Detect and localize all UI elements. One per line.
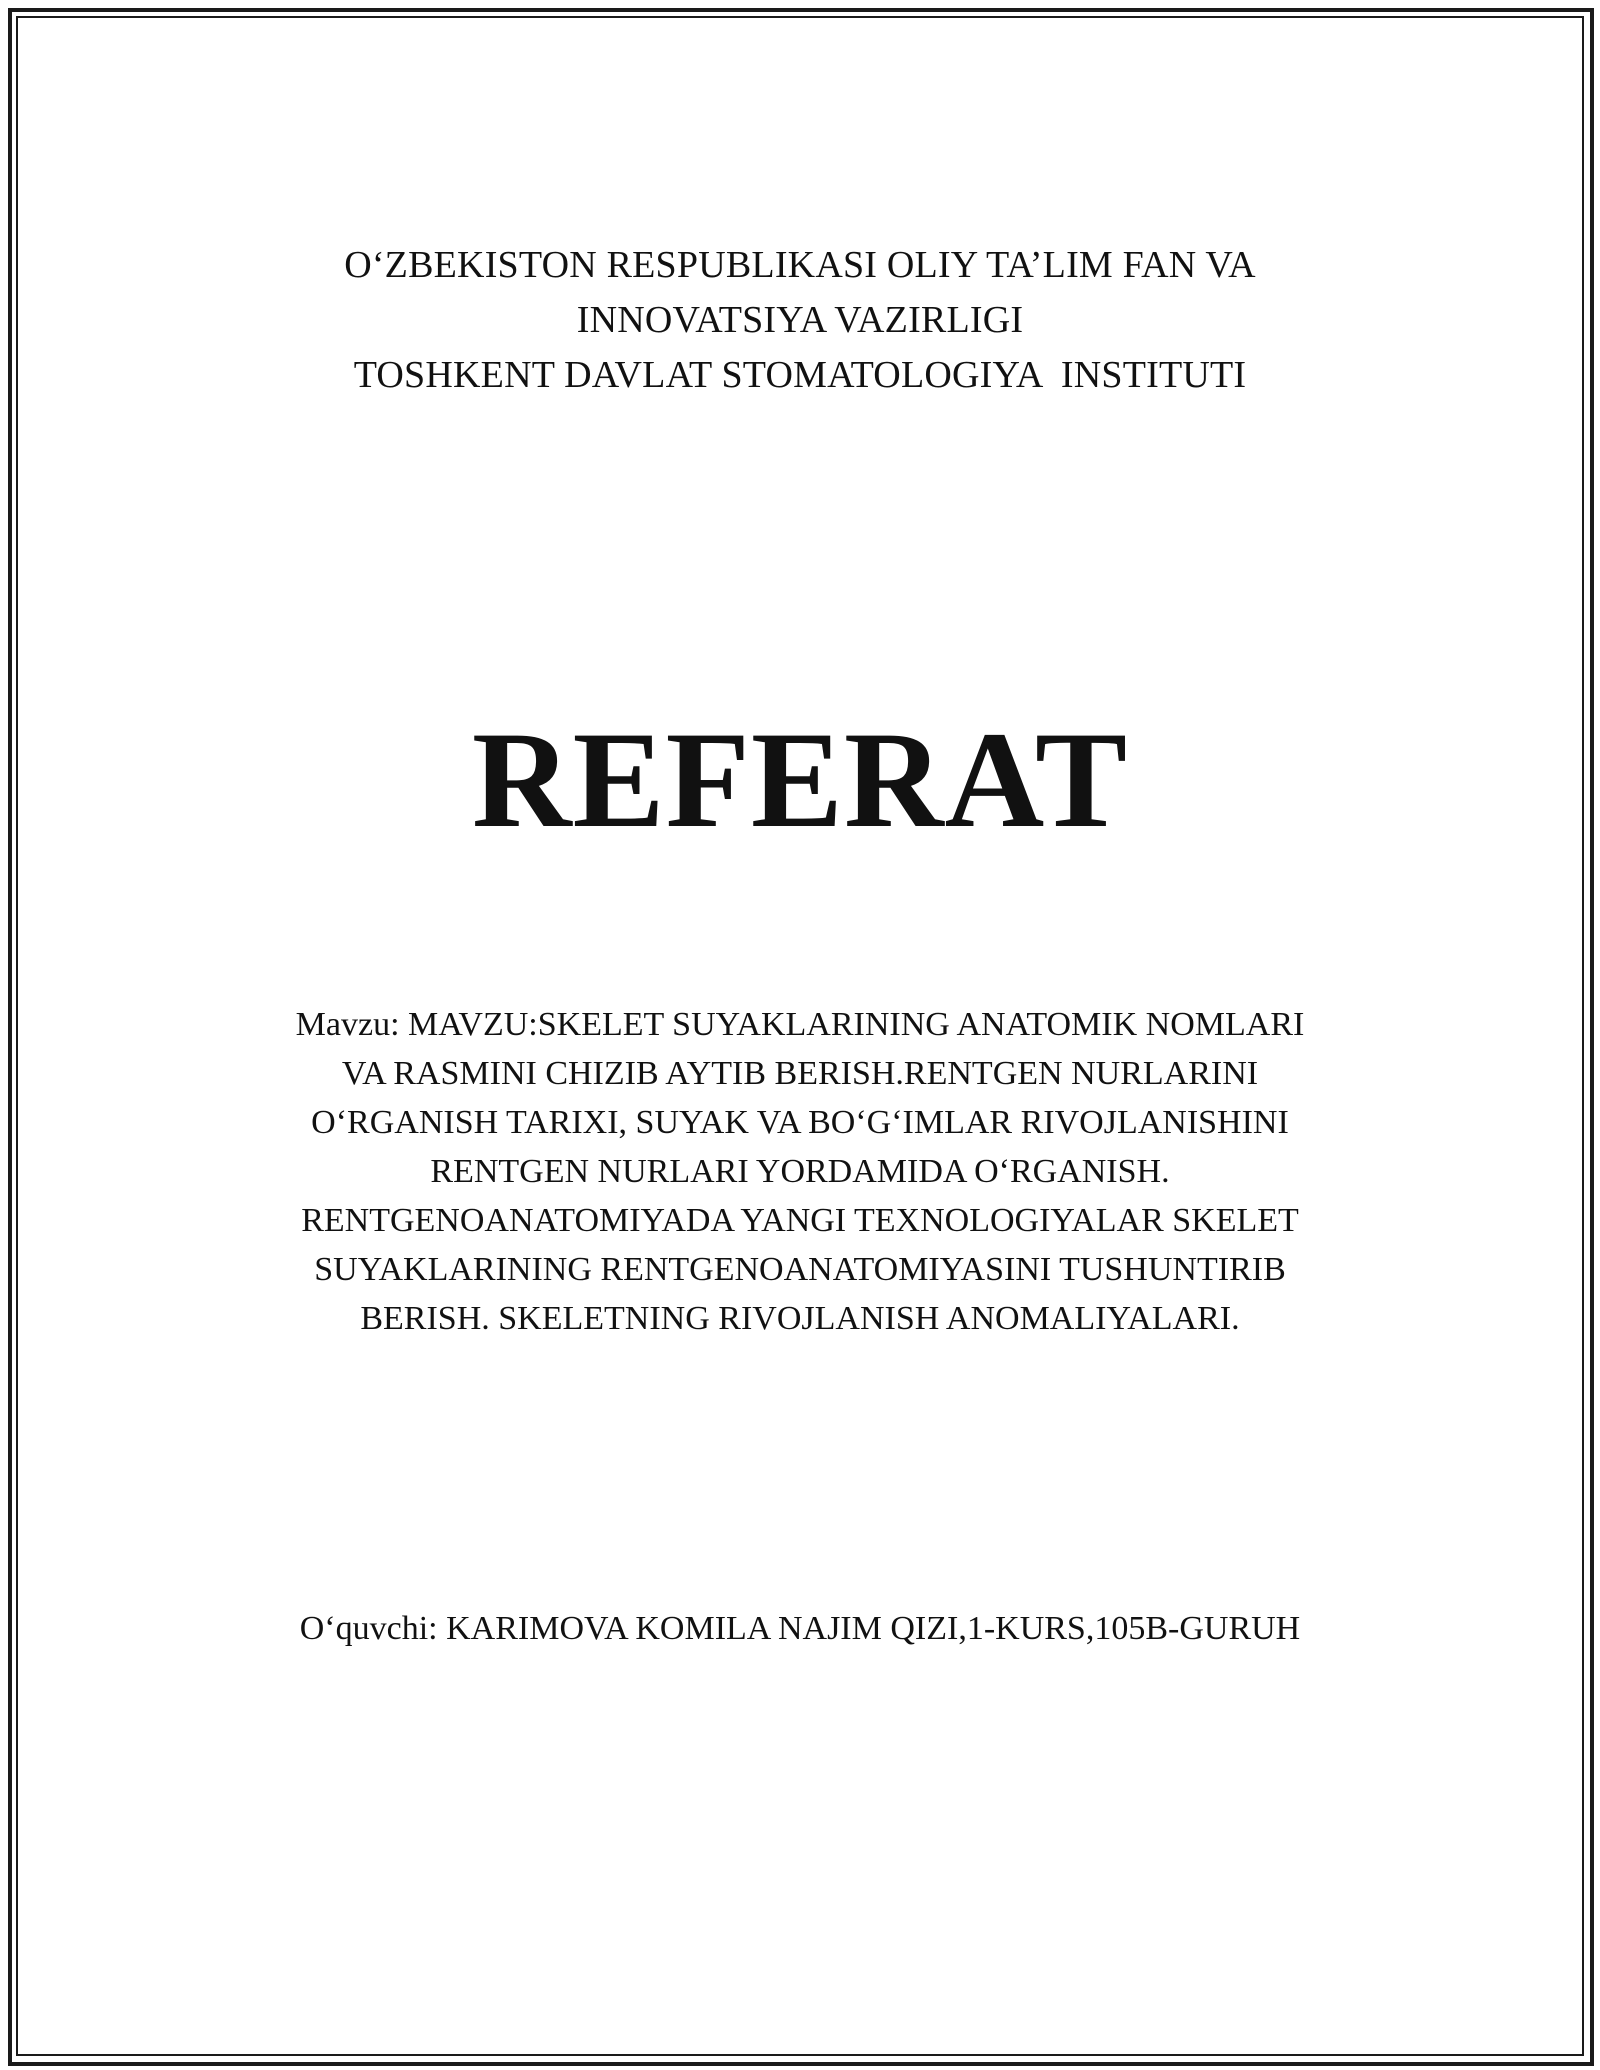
header-line-ministry: O‘ZBEKISTON RESPUBLIKASI OLIY TA’LIM FAN VA	[344, 244, 1256, 286]
topic-line: RENTGENOANATOMIYADA YANGI TEXNOLOGIYALAR SKELET	[301, 1202, 1299, 1239]
topic-line: SUYAKLARINING RENTGENOANATOMIYASINI TUSHUNTIRIB	[314, 1251, 1286, 1288]
institution-header	[0, 238, 1600, 403]
topic-line: Mavzu: MAVZU:SKELET SUYAKLARINING ANATOMIK NOMLARI	[295, 1006, 1305, 1043]
student-info: O‘quvchi: KARIMOVA KOMILA NAJIM QIZI,1-KURS,105B-GURUH	[299, 1610, 1301, 1647]
topic-line: VA RASMINI CHIZIB AYTIB BERISH.RENTGEN NURLARINI	[341, 1055, 1259, 1092]
topic-line: RENTGEN NURLARI YORDAMIDA O‘RGANISH.	[430, 1153, 1170, 1190]
topic-block	[0, 1000, 1600, 1343]
header-line-ministry-cont: INNOVATSIYA VAZIRLIGI	[576, 299, 1024, 341]
topic-line: BERISH. SKELETNING RIVOJLANISH ANOMALIYALARI.	[360, 1300, 1240, 1337]
header-line-institute: TOSHKENT DAVLAT STOMATOLOGIYA INSTITUTI	[353, 354, 1247, 396]
document-title: REFERAT	[471, 703, 1129, 856]
topic-line: O‘RGANISH TARIXI, SUYAK VA BO‘G‘IMLAR RIVOJLANISHINI	[311, 1104, 1289, 1141]
